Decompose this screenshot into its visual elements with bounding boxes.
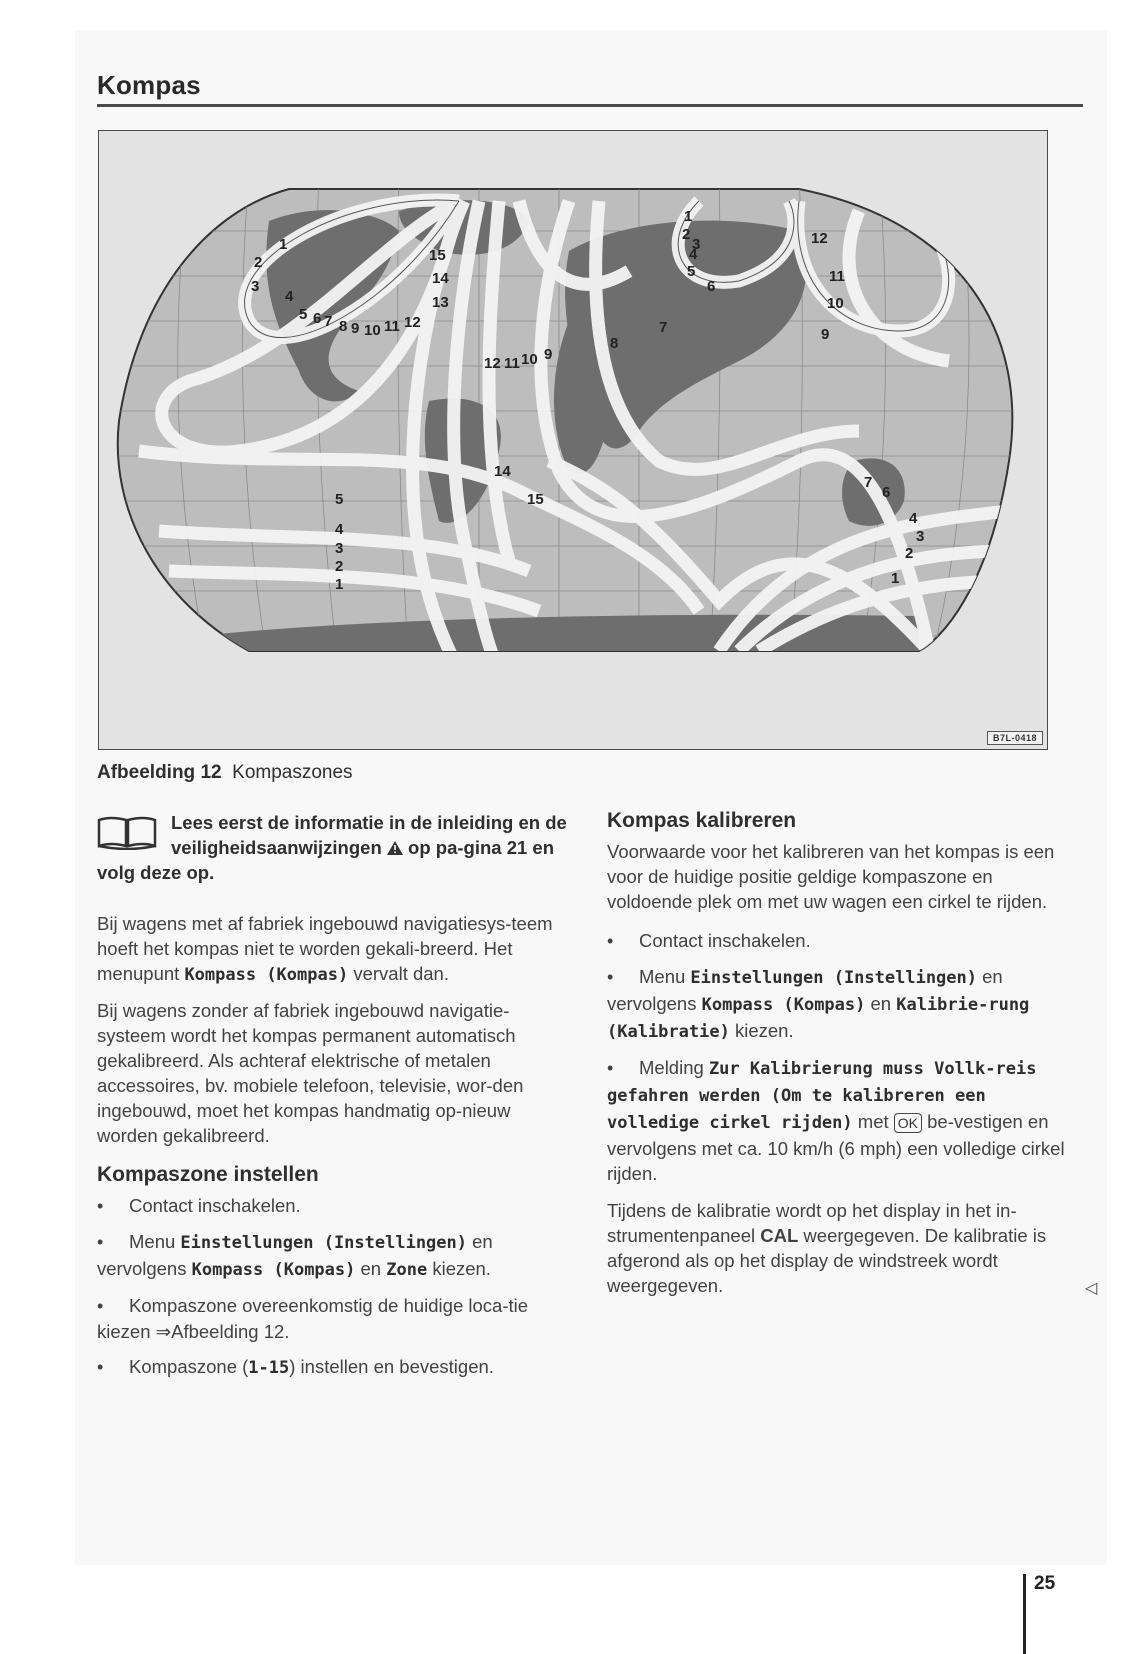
calibrate-step-1	[607, 928, 1082, 954]
zone-step-4	[97, 1354, 567, 1381]
step-text: en vervolgens	[97, 1231, 493, 1279]
figure-code: B7L-0418	[987, 731, 1043, 745]
svg-text:9: 9	[544, 346, 553, 363]
warning-triangle-icon	[387, 841, 403, 855]
menu-kompass: Kompass (Kompas)	[184, 965, 349, 985]
zone-step-1	[97, 1193, 567, 1219]
svg-text:15: 15	[527, 491, 544, 508]
svg-text:1: 1	[279, 236, 288, 253]
closing-text-b: weergegeven. De kalibratie is afgerond als op het display de windstreek wordt weergegeven.	[607, 1225, 1047, 1296]
title-divider	[97, 104, 1083, 107]
step-text: ) instellen en bevestigen.	[289, 1356, 494, 1377]
svg-text:4: 4	[335, 521, 344, 538]
svg-text:3: 3	[692, 236, 701, 253]
menu-einstellungen: Einstellungen (Instellingen)	[690, 968, 977, 988]
right-column	[607, 808, 1082, 1308]
svg-text:7: 7	[659, 319, 668, 336]
paragraph-navigation	[97, 911, 567, 988]
svg-text:15: 15	[429, 247, 446, 264]
para-1-text-b: vervalt dan.	[353, 963, 449, 984]
svg-text:2: 2	[905, 545, 914, 562]
bullet-icon: •	[607, 1058, 614, 1078]
section-heading-zone: Kompaszone instellen	[97, 1163, 319, 1186]
calibrate-intro: Voorwaarde voor het kalibreren van het kompas is een voor de huidige positie geldige kompaszone en voldoende plek om met uw wagen een cirkel te rijden.	[607, 841, 1055, 912]
svg-text:5: 5	[687, 263, 696, 280]
calibrate-closing	[607, 1198, 1082, 1298]
closing-text-a: Tijdens de kalibratie wordt op het display in het in-strumentenpaneel	[607, 1200, 1017, 1246]
menu-einstellungen: Einstellungen (Instellingen)	[180, 1233, 467, 1253]
menu-zone: Zone	[386, 1260, 428, 1280]
svg-text:12: 12	[484, 355, 501, 372]
svg-text:9: 9	[821, 326, 830, 343]
left-column	[97, 810, 567, 1391]
svg-text:9: 9	[351, 320, 360, 337]
ok-key-icon: OK	[894, 1113, 922, 1133]
svg-text:6: 6	[882, 484, 891, 501]
page-title: Kompas	[97, 70, 201, 100]
svg-text:3: 3	[335, 540, 344, 557]
svg-text:1: 1	[684, 208, 693, 225]
paragraph-no-navigation: Bij wagens zonder af fabriek ingebouwd navigatie-systeem wordt het kompas permanent automatisch gekalibreerd. Als achteraf elektrische of metalen accessoires, bv. mobiele telefoon, televisie, wor-den ingebouwd, moet het kompas handmatig op-nieuw worden gekalibreerd.	[97, 1000, 524, 1146]
step-text: kiezen.	[734, 1020, 794, 1041]
section-end-icon: ◁	[1085, 1280, 1098, 1297]
svg-text:10: 10	[364, 322, 381, 339]
step-text: Kompaszone (	[129, 1356, 249, 1377]
bullet-icon: •	[97, 1357, 104, 1377]
figure-caption-text: Kompaszones	[232, 762, 353, 783]
menu-kompass: Kompass (Kompas)	[701, 995, 866, 1015]
step-text: Menu	[639, 966, 686, 987]
compass-zone-map	[98, 130, 1048, 750]
bullet-icon: •	[607, 967, 614, 987]
figure-caption	[97, 762, 353, 784]
read-first-note	[97, 810, 567, 885]
svg-text:12: 12	[404, 314, 421, 331]
step-text: en	[870, 993, 892, 1014]
page-number: 25	[1034, 1573, 1056, 1594]
svg-text:8: 8	[339, 318, 348, 335]
svg-text:11: 11	[829, 268, 845, 285]
figure-caption-label: Afbeelding 12	[97, 762, 222, 783]
svg-text:6: 6	[707, 278, 716, 295]
svg-text:4: 4	[689, 246, 698, 263]
note-text-2: op pa-gina 21 en volg deze op.	[97, 837, 554, 883]
calibrate-step-3	[607, 1055, 1082, 1186]
bullet-icon: •	[97, 1232, 104, 1252]
step-text: en	[360, 1258, 382, 1279]
calibrate-step-2	[607, 964, 1082, 1045]
svg-text:8: 8	[610, 335, 619, 352]
svg-text:11: 11	[504, 355, 520, 372]
svg-text:3: 3	[251, 278, 260, 295]
step-text: en vervolgens	[607, 966, 1003, 1014]
svg-text:14: 14	[432, 270, 449, 287]
step-text: be-vestigen en vervolgens met ca. 10 km/h (6 mph) een volledige cirkel rijden.	[607, 1111, 1065, 1184]
step-text: Melding	[639, 1057, 704, 1078]
svg-text:3: 3	[916, 528, 925, 545]
world-map-illustration	[99, 131, 1047, 749]
svg-text:13: 13	[432, 294, 449, 311]
step-text: Kompaszone overeenkomstig de huidige loca-tie kiezen ⇒Afbeelding 12.	[97, 1295, 529, 1342]
svg-text:6: 6	[313, 310, 322, 327]
svg-text:4: 4	[909, 510, 918, 527]
display-cal: CAL	[760, 1225, 799, 1246]
svg-text:2: 2	[335, 558, 344, 575]
svg-text:2: 2	[254, 254, 263, 271]
step-text: met	[857, 1111, 889, 1132]
svg-text:1: 1	[335, 576, 344, 593]
para-1-text-a: Bij wagens met af fabriek ingebouwd navigatiesys-teem hoeft het kompas niet te worden gekali-breerd. Het menupunt	[97, 913, 553, 984]
step-text: Menu	[129, 1231, 176, 1252]
bullet-icon: •	[97, 1196, 104, 1216]
bullet-icon: •	[97, 1296, 104, 1316]
calibration-message: Zur Kalibrierung muss Vollk-reis gefahren werden (Om te kalibreren een volledige cirkel rijden)	[607, 1059, 1037, 1133]
menu-kompass: Kompass (Kompas)	[191, 1260, 356, 1280]
svg-text:5: 5	[335, 491, 344, 508]
svg-text:4: 4	[285, 288, 294, 305]
svg-text:7: 7	[864, 474, 873, 491]
svg-text:11: 11	[384, 318, 400, 335]
page-number-rule	[1023, 1574, 1026, 1654]
svg-text:5: 5	[299, 306, 308, 323]
menu-kalibrierung: Kalibrie-rung (Kalibratie)	[607, 995, 1030, 1042]
svg-text:12: 12	[811, 230, 828, 247]
book-icon	[97, 816, 157, 850]
zone-step-2	[97, 1229, 567, 1283]
svg-text:14: 14	[494, 463, 511, 480]
note-text-1: Lees eerst de informatie in de inleiding en de veiligheidsaanwijzingen	[171, 812, 567, 858]
svg-text:2: 2	[682, 226, 691, 243]
svg-text:10: 10	[521, 351, 538, 368]
section-heading-calibrate: Kompas kalibreren	[607, 809, 797, 832]
zone-range: 1-15	[248, 1358, 290, 1378]
step-text: kiezen.	[432, 1258, 491, 1279]
svg-text:1: 1	[891, 570, 900, 587]
svg-text:10: 10	[827, 295, 844, 312]
svg-text:7: 7	[324, 313, 333, 330]
zone-step-3	[97, 1293, 567, 1344]
step-text: Contact inschakelen.	[639, 930, 811, 951]
step-text: Contact inschakelen.	[129, 1195, 301, 1216]
bullet-icon: •	[607, 931, 614, 951]
